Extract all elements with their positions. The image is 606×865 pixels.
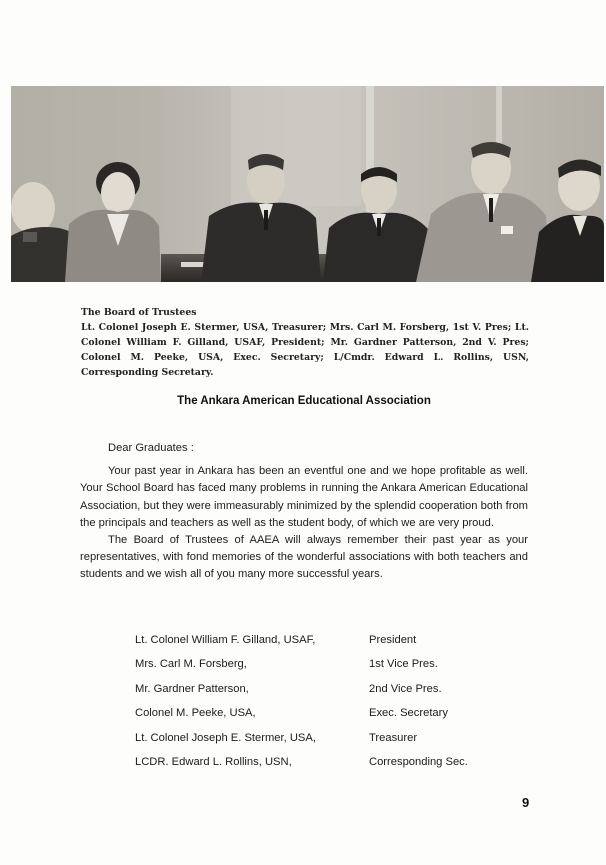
signer-title: Exec. Secretary	[369, 707, 448, 720]
board-of-trustees-photo	[11, 86, 604, 282]
signer-name: Lt. Colonel Joseph E. Stermer, USA,	[135, 731, 316, 744]
section-heading: The Ankara American Educational Association	[177, 395, 431, 407]
signer-row	[135, 707, 515, 731]
signature-list	[135, 634, 515, 780]
letter-body	[80, 440, 528, 584]
signer-row	[135, 732, 515, 756]
signer-title: Treasurer	[369, 731, 418, 744]
photo-caption	[81, 305, 529, 380]
signer-row	[135, 683, 515, 707]
page-number: 9	[522, 795, 530, 810]
signer-name: Lt. Colonel William F. Gilland, USAF,	[135, 634, 316, 646]
signer-title: Corresponding Sec.	[369, 755, 468, 768]
signer-row	[135, 658, 515, 682]
letter-paragraph: The Board of Trustees of AAEA will always remember their past year as your representatives, with fond memories of the wonderful associations with both teachers and students and we wish all of you many more successful years.	[80, 534, 528, 581]
signer-name: Mr. Gardner Patterson,	[135, 682, 249, 695]
caption-body: Lt. Colonel Joseph E. Stermer, USA, Treasurer; Mrs. Carl M. Forsberg, 1st V. Pres; Lt. Colonel William F. Gilland, USAF, President; Mr. Gardner Patterson, 2nd V. Pres; Colonel M. Peeke, USA, Exec. Secretary; L/Cmdr. Edward L. Rollins, USN, Corresponding Secretary.	[81, 322, 529, 378]
signer-row	[135, 634, 515, 658]
signer-row	[135, 756, 515, 780]
signer-name: Colonel M. Peeke, USA,	[135, 707, 256, 720]
letter-paragraph: Your past year in Ankara has been an eventful one and we hope profitable as well. Your School Board has faced many problems in running the Ankara American Educational Association, but they were immeasurably minimized by the splendid cooperation both from the principals and teachers as well as the student body, of which we are very proud.	[80, 465, 528, 529]
letter-salutation: Dear Graduates :	[108, 442, 194, 454]
signer-name: Mrs. Carl M. Forsberg,	[135, 658, 247, 671]
signer-title: 2nd Vice Pres.	[369, 682, 442, 695]
signer-title: 1st Vice Pres.	[369, 658, 438, 671]
signer-name: LCDR. Edward L. Rollins, USN,	[135, 755, 292, 768]
caption-title: The Board of Trustees	[81, 307, 197, 318]
signer-title: President	[369, 634, 417, 646]
